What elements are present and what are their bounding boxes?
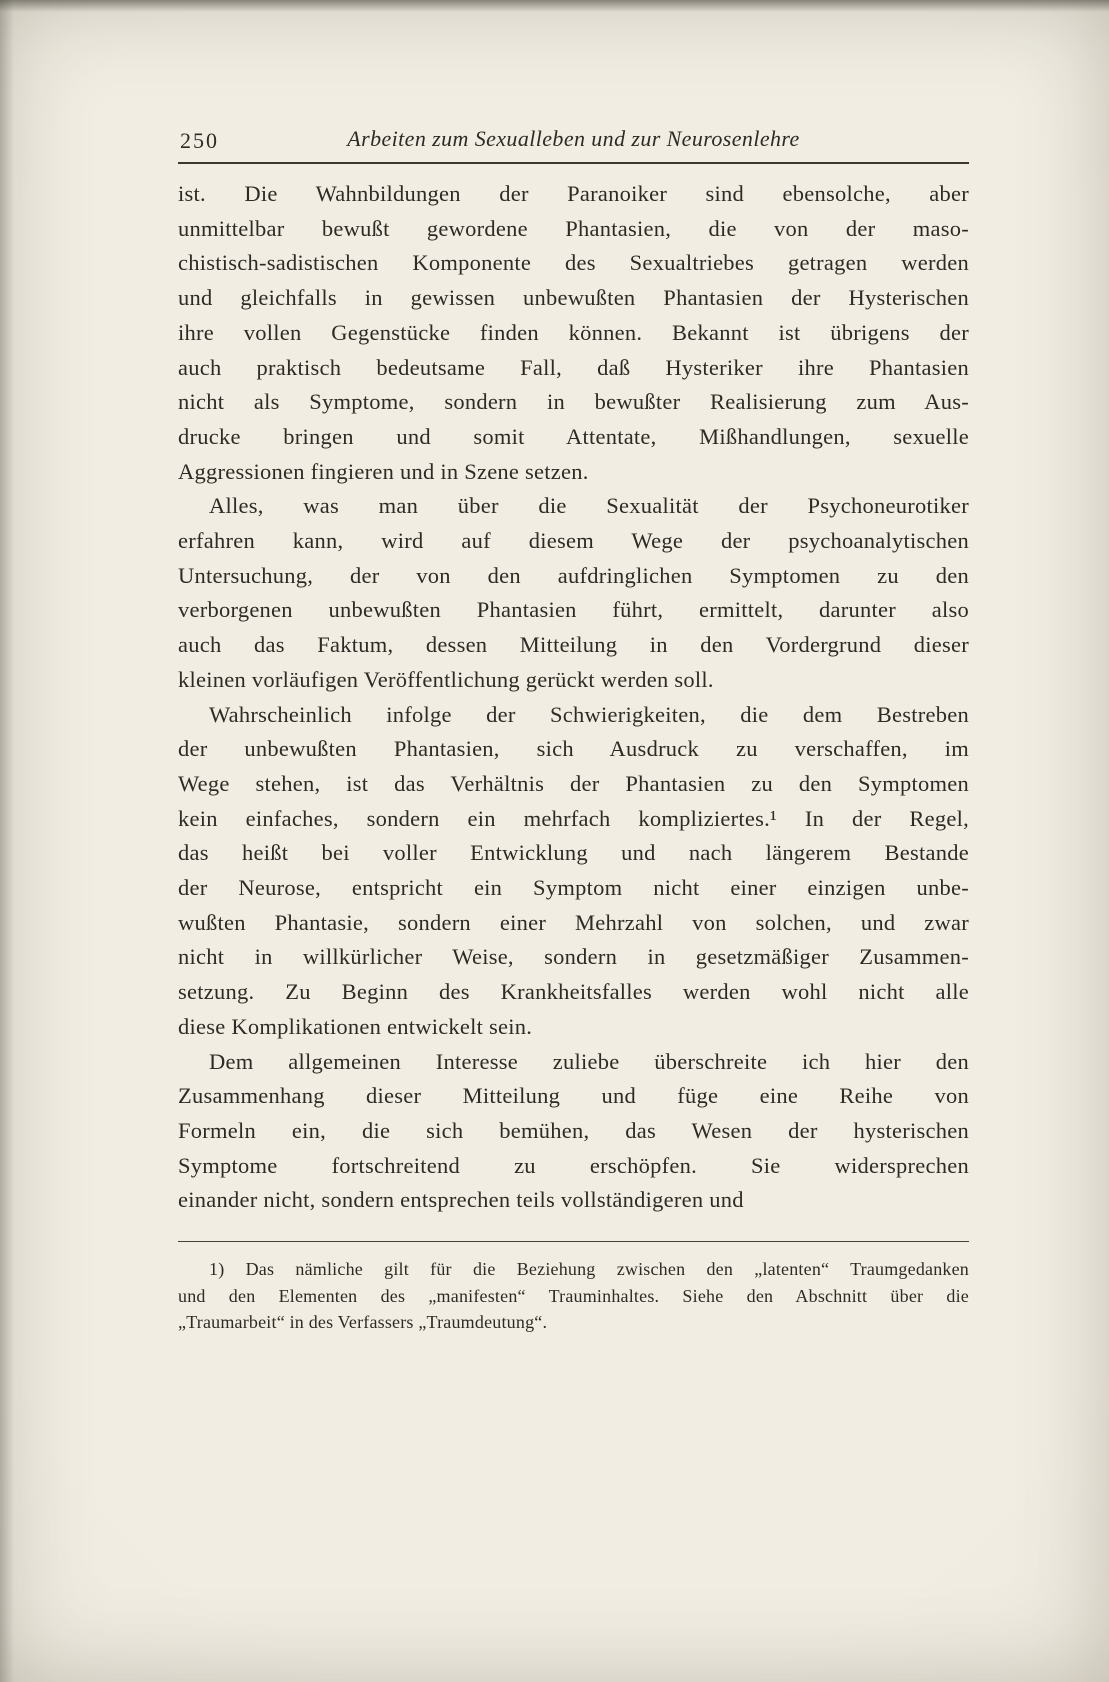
text-line: unmittelbar bewußt gewordene Phantasien, die von der maso-	[178, 215, 969, 241]
text-line: ihre vollen Gegenstücke finden können. Bekannt ist übrigens der	[178, 319, 969, 345]
text-line: kleinen vorläufigen Veröffentlichung gerückt werden soll.	[178, 666, 714, 692]
text-line: chistisch-sadistischen Komponente des Sexualtriebes getragen werden	[178, 250, 969, 276]
text-line: Zusammenhang dieser Mitteilung und füge eine Reihe von	[178, 1083, 969, 1109]
running-title: Arbeiten zum Sexualleben und zur Neurosenlehre	[347, 126, 800, 151]
header-rule	[178, 162, 969, 164]
text-line: Untersuchung, der von den aufdringlichen Symptomen zu den	[178, 562, 969, 588]
text-line: auch praktisch bedeutsame Fall, daß Hysteriker ihre Phantasien	[178, 354, 969, 380]
text-line: der Neurose, entspricht ein Symptom nicht einer einzigen unbe-	[178, 875, 969, 901]
text-line: einander nicht, sondern entsprechen teils vollständigeren und	[178, 1187, 744, 1213]
text-line: Formeln ein, die sich bemühen, das Wesen der hysterischen	[178, 1117, 969, 1143]
text-line: verborgenen unbewußten Phantasien führt, ermittelt, darunter also	[178, 597, 969, 623]
paragraph	[178, 489, 969, 697]
text-line: kein einfaches, sondern ein mehrfach kompliziertes.¹ In der Regel,	[178, 805, 969, 831]
footnote-text	[178, 1256, 969, 1336]
text-line: wußten Phantasie, sondern einer Mehrzahl von solchen, und zwar	[178, 909, 969, 935]
body-text	[178, 177, 969, 1218]
text-line: erfahren kann, wird auf diesem Wege der psychoanalytischen	[178, 528, 969, 554]
text-line: „Traumarbeit“ in des Verfassers „Traumdeutung“.	[178, 1312, 548, 1333]
paragraph	[178, 698, 969, 1045]
text-line: Dem allgemeinen Interesse zuliebe überschreite ich hier den	[209, 1048, 969, 1074]
text-line: 1) Das nämliche gilt für die Beziehung zwischen den „latenten“ Traumgedanken	[209, 1259, 969, 1280]
page-number: 250	[180, 128, 219, 153]
text-line: diese Komplikationen entwickelt sein.	[178, 1013, 533, 1039]
text-line: auch das Faktum, dessen Mitteilung in den Vordergrund dieser	[178, 632, 969, 658]
footnote-rule	[178, 1241, 969, 1242]
text-line: nicht in willkürlicher Weise, sondern in gesetzmäßiger Zusammen-	[178, 944, 969, 970]
text-line: ist. Die Wahnbildungen der Paranoiker sind ebensolche, aber	[178, 181, 969, 206]
paragraph	[178, 177, 969, 489]
text-line: setzung. Zu Beginn des Krankheitsfalles werden wohl nicht alle	[178, 979, 969, 1005]
text-line: das heißt bei voller Entwicklung und nach längerem Bestande	[178, 840, 969, 866]
text-line: Wahrscheinlich infolge der Schwierigkeiten, die dem Bestreben	[209, 701, 969, 727]
text-line: Wege stehen, ist das Verhältnis der Phantasien zu den Symptomen	[178, 770, 969, 796]
text-line: und den Elementen des „manifesten“ Trauminhaltes. Siehe den Abschnitt über die	[178, 1285, 969, 1306]
text-line: der unbewußten Phantasien, sich Ausdruck zu verschaffen, im	[178, 736, 969, 762]
text-line: Symptome fortschreitend zu erschöpfen. Sie widersprechen	[178, 1152, 969, 1178]
text-line: drucke bringen und somit Attentate, Mißhandlungen, sexuelle	[178, 423, 969, 449]
text-line: Aggressionen fingieren und in Szene setzen.	[178, 458, 589, 484]
text-line: und gleichfalls in gewissen unbewußten Phantasien der Hysterischen	[178, 285, 969, 311]
text-line: Alles, was man über die Sexualität der Psychoneurotiker	[209, 493, 969, 519]
paragraph	[178, 1045, 969, 1219]
page-content	[178, 126, 969, 1336]
page-header	[178, 126, 969, 158]
text-line: nicht als Symptome, sondern in bewußter Realisierung zum Aus-	[178, 389, 969, 415]
